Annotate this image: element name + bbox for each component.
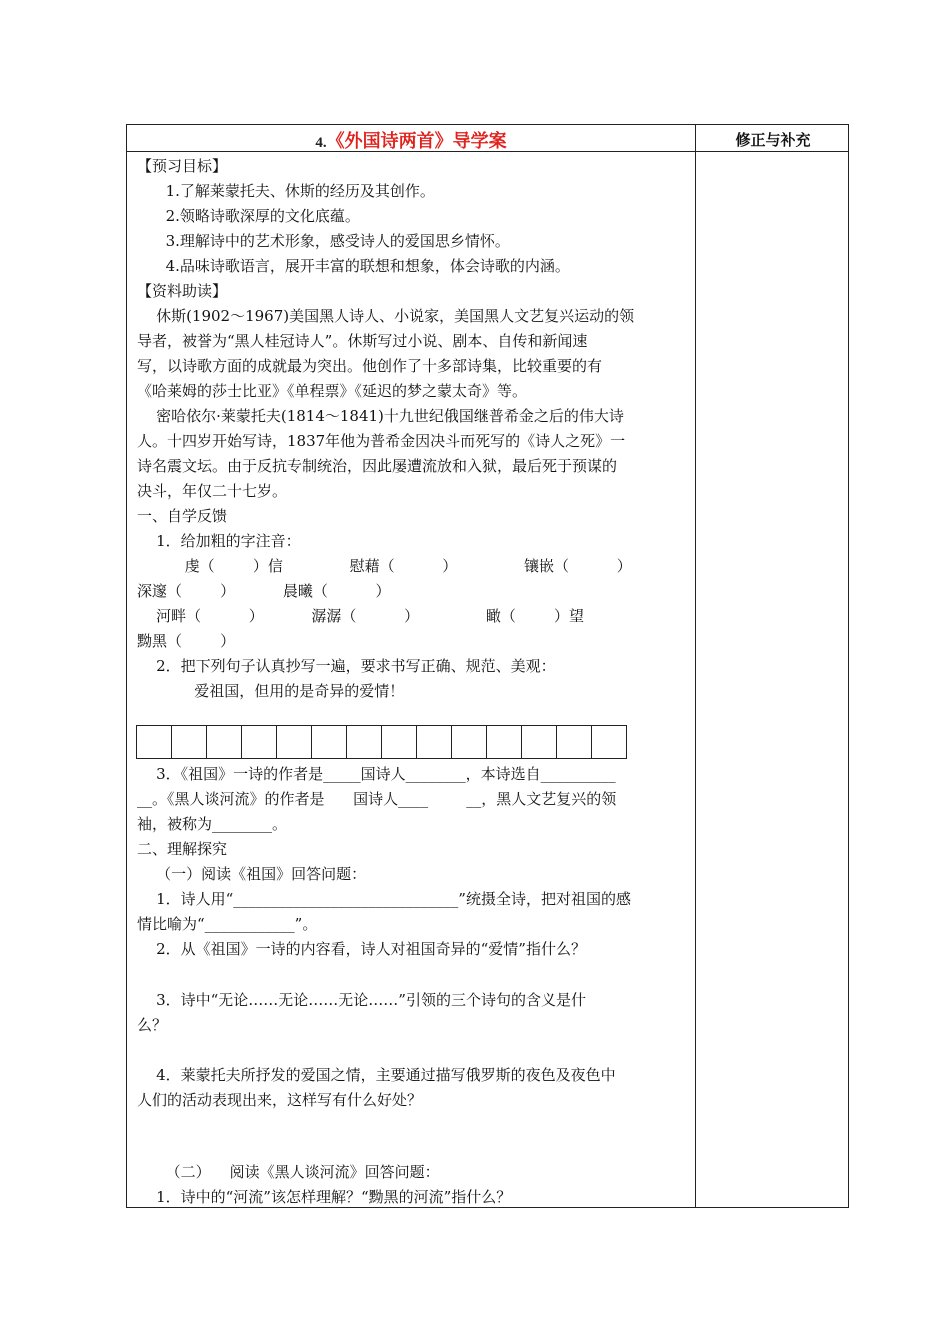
question-line: 2．把下列句子认真抄写一遍，要求书写正确、规范、美观：: [137, 657, 556, 675]
question-line: 3．诗中“无论……无论……无论……”引领的三个诗句的含义是什: [137, 991, 586, 1009]
page-title: [127, 127, 695, 153]
goal-item: 2.领略诗歌深厚的文化底蕴。: [137, 207, 360, 225]
text-line: 导者，被誉为“黑人桂冠诗人”。休斯写过小说、剧本、自传和新闻速: [137, 332, 588, 350]
title-number: 4.: [315, 135, 327, 151]
worksheet-table: [126, 124, 849, 1208]
writing-cell[interactable]: [136, 725, 172, 759]
question-line: 1．诗人用“______________________________”统摄全诗，把对祖国的感: [137, 890, 631, 908]
writing-cell[interactable]: [241, 725, 277, 759]
text-line: 密哈依尔·莱蒙托夫(1814～1841)十九世纪俄国继普希金之后的伟大诗: [137, 407, 624, 425]
writing-cell[interactable]: [346, 725, 382, 759]
subsection-heading: （二） 阅读《黑人谈河流》回答问题：: [137, 1163, 440, 1181]
writing-cell[interactable]: [206, 725, 242, 759]
column-divider: [695, 125, 696, 1207]
question-line: 1．给加粗的字注音：: [137, 532, 301, 550]
question-line: 袖，被称为________。: [137, 815, 288, 833]
question-line: 么？: [137, 1016, 168, 1034]
section-heading-explore: 二、理解探究: [137, 840, 228, 858]
writing-cell[interactable]: [311, 725, 347, 759]
text-line: 休斯(1902～1967)美国黑人诗人、小说家，美国黑人文艺复兴运动的领: [137, 307, 635, 325]
goal-item: 3.理解诗中的艺术形象，感受诗人的爱国思乡情怀。: [137, 232, 510, 250]
question-line: 4．莱蒙托夫所抒发的爱国之情，主要通过描写俄罗斯的夜色及夜色中: [137, 1066, 616, 1084]
question-line: 情比喻为“____________”。: [137, 915, 318, 933]
writing-cell[interactable]: [451, 725, 487, 759]
pinyin-line: 河畔（ ） 潺潺（ ） 瞰（ ）望: [137, 607, 585, 625]
writing-cell[interactable]: [591, 725, 627, 759]
copy-sentence: 爱祖国，但用的是奇异的爱情！: [137, 682, 405, 700]
pinyin-line: 虔（ ）信 慰藉（ ） 镶嵌（ ）: [137, 557, 632, 575]
writing-cell[interactable]: [171, 725, 207, 759]
writing-cell[interactable]: [556, 725, 592, 759]
main-content: [127, 152, 695, 1209]
question-line: __。《黑人谈河流》的作者是 国诗人____ __，黑人文艺复兴的领: [137, 790, 617, 808]
text-line: 写，以诗歌方面的成就最为突出。他创作了十多部诗集，比较重要的有: [137, 357, 603, 375]
section-heading-reading: 【资料助读】: [137, 282, 228, 300]
title-text: 《外国诗两首》导学案: [326, 131, 507, 152]
pinyin-line: 深邃（ ） 晨曦（ ）: [137, 582, 391, 600]
writing-cell[interactable]: [486, 725, 522, 759]
pinyin-line: 黝黑（ ）: [137, 632, 236, 650]
text-line: 人。十四岁开始写诗，1837年他为普希金因决斗而死写的《诗人之死》一: [137, 432, 626, 450]
goal-item: 1.了解莱蒙托夫、休斯的经历及其创作。: [137, 182, 435, 200]
writing-cell[interactable]: [521, 725, 557, 759]
question-line: 3．《祖国》一诗的作者是_____国诗人________，本诗选自__________: [137, 765, 616, 783]
subsection-heading: （一）阅读《祖国》回答问题：: [137, 865, 367, 883]
goal-item: 4.品味诗歌语言，展开丰富的联想和想象，体会诗歌的内涵。: [137, 257, 570, 275]
question-line: 2．从《祖国》一诗的内容看，诗人对祖国奇异的“爱情”指什么？: [137, 940, 586, 958]
notes-column-header: 修正与补充: [735, 131, 811, 149]
writing-cell[interactable]: [416, 725, 452, 759]
section-heading-self-study: 一、自学反馈: [137, 507, 228, 525]
writing-cell[interactable]: [381, 725, 417, 759]
section-heading-goals: 【预习目标】: [137, 157, 228, 175]
writing-grid: [136, 725, 626, 759]
writing-cell[interactable]: [276, 725, 312, 759]
question-line: 1．诗中的“河流”该怎样理解？“黝黑的河流”指什么？: [137, 1188, 512, 1206]
text-line: 《哈莱姆的莎士比亚》《单程票》《延迟的梦之蒙太奇》等。: [137, 382, 528, 400]
text-line: 决斗，年仅二十七岁。: [137, 482, 288, 500]
question-line: 人们的活动表现出来，这样写有什么好处？: [137, 1091, 423, 1109]
text-line: 诗名震文坛。由于反抗专制统治，因此屡遭流放和入狱，最后死于预谋的: [137, 457, 618, 475]
